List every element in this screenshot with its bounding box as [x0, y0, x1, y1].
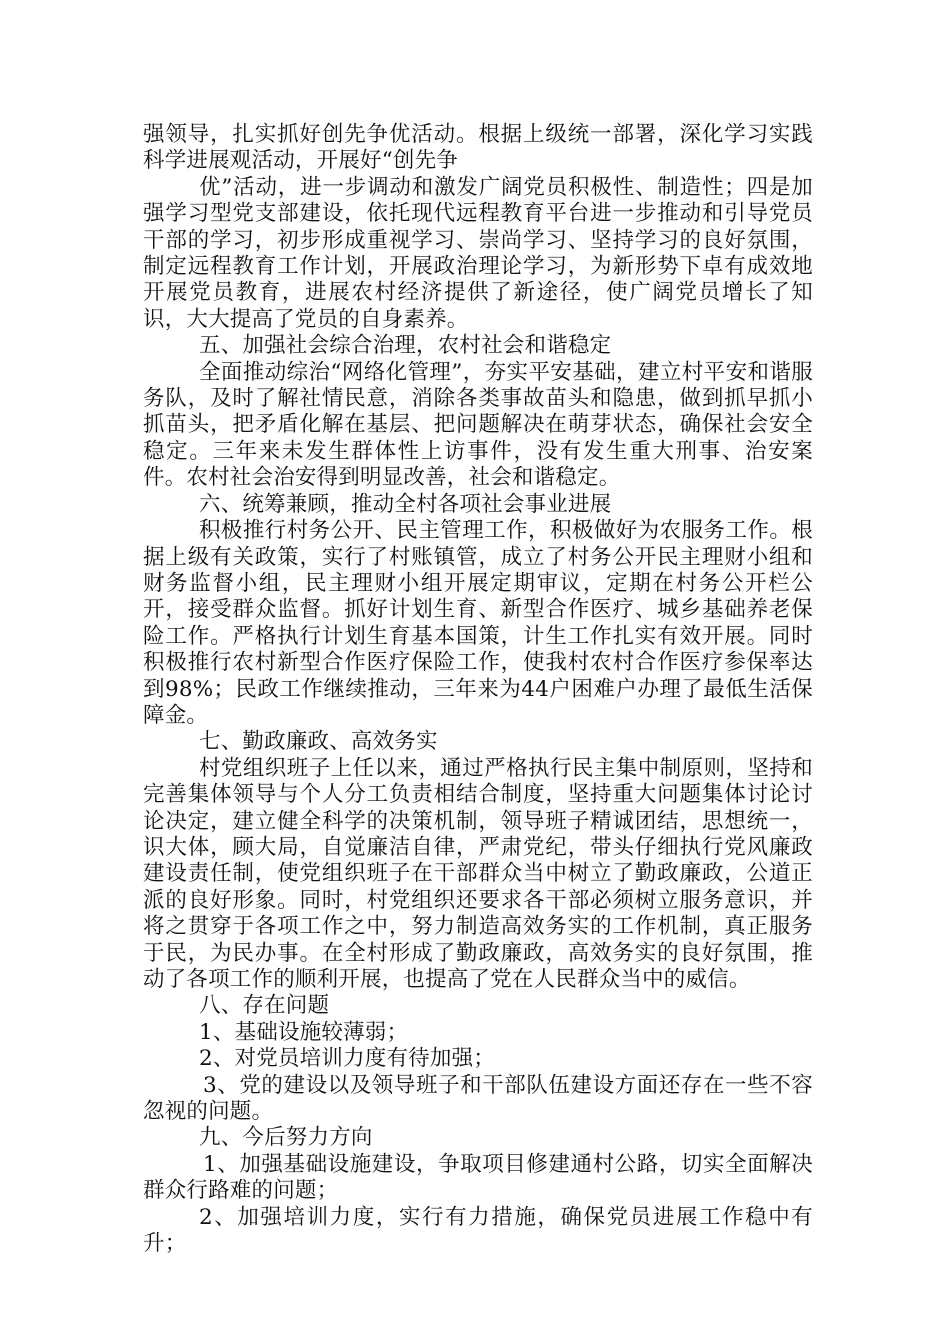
paragraph-learning-party-branch: 优”活动，进一步调动和激发广阔党员积极性、制造性；四是加强学习型党支部建设，依托现代远程教育平台进一步推动和引导党员干部的学习，初步形成重视学习、崇尚学习、坚持学习的良好氛围，制定远程教育工作计划，开展政治理论学习，为新形势下卓有成效地开展党员教育，进展农村经济提供了新途径，使广阔党员增长了知识，大大提高了党员的自身素养。	[143, 174, 813, 332]
document-body	[143, 122, 813, 1257]
section-heading-five: 五、加强社会综合治理，农村社会和谐稳定	[199, 333, 612, 359]
list-item-problem-1: 1、基础设施较薄弱；	[199, 1019, 409, 1045]
paragraph-social-governance: 全面推动综治“网络化管理”，夯实平安基础，建立村平安和谐服务队，及时了解社情民意，消除各类事故苗头和隐患，做到抓早抓小抓苗头，把矛盾化解在基层、把问题解决在萌芽状态，确保社会安全稳定。三年来未发生群体性上访事件，没有发生重大刑事、治安案件。农村社会治安得到明显改善，社会和谐稳定。	[143, 359, 813, 491]
list-item-direction-2: 2、加强培训力度，实行有力措施，确保党员进展工作稳中有升；	[143, 1204, 813, 1257]
section-heading-eight: 八、存在问题	[199, 993, 330, 1019]
list-item-problem-2: 2、对党员培训力度有待加强；	[199, 1046, 495, 1072]
section-heading-six: 六、统筹兼顾，推动全村各项社会事业进展	[199, 491, 612, 517]
paragraph-diligent-governance: 村党组织班子上任以来，通过严格执行民主集中制原则，坚持和完善集体领导与个人分工负责相结合制度，坚持重大问题集体讨论讨论决定，建立健全科学的决策机制，领导班子精诚团结，思想统一，识大体，顾大局，自觉廉洁自律，严肃党纪，带头仔细执行党风廉政建设责任制，使党组织班子在干部群众当中树立了勤政廉政，公道正派的良好形象。同时，村党组织还要求各干部必须树立服务意识，并将之贯穿于各项工作之中，努力制造高效务实的工作机制，真正服务于民，为民办事。在全村形成了勤政廉政，高效务实的良好氛围，推动了各项工作的顺利开展，也提高了党在人民群众当中的威信。	[143, 755, 813, 992]
paragraph-intro-continued: 强领导，扎实抓好创先争优活动。根据上级统一部署，深化学习实践科学进展观活动，开展好“创先争	[143, 122, 813, 174]
section-heading-seven: 七、勤政廉政、高效务实	[199, 729, 438, 755]
list-item-problem-3: 3、党的建设以及领导班子和干部队伍建设方面还存在一些不容忽视的问题。	[143, 1072, 813, 1125]
section-heading-nine: 九、今后努力方向	[199, 1125, 373, 1151]
paragraph-village-affairs: 积极推行村务公开、民主管理工作，积极做好为农服务工作。根据上级有关政策，实行了村账镇管，成立了村务公开民主理财小组和财务监督小组，民主理财小组开展定期审议，定期在村务公开栏公开，接受群众监督。抓好计划生育、新型合作医疗、城乡基础养老保险工作。严格执行计划生育基本国策，计生工作扎实有效开展。同时积极推行农村新型合作医疗保险工作，使我村农村合作医疗参保率达到98%；民政工作继续推动，三年来为44户困难户办理了最低生活保障金。	[143, 518, 813, 728]
list-item-direction-1: 1、加强基础设施建设，争取项目修建通村公路，切实全面解决群众行路难的问题；	[143, 1151, 813, 1204]
